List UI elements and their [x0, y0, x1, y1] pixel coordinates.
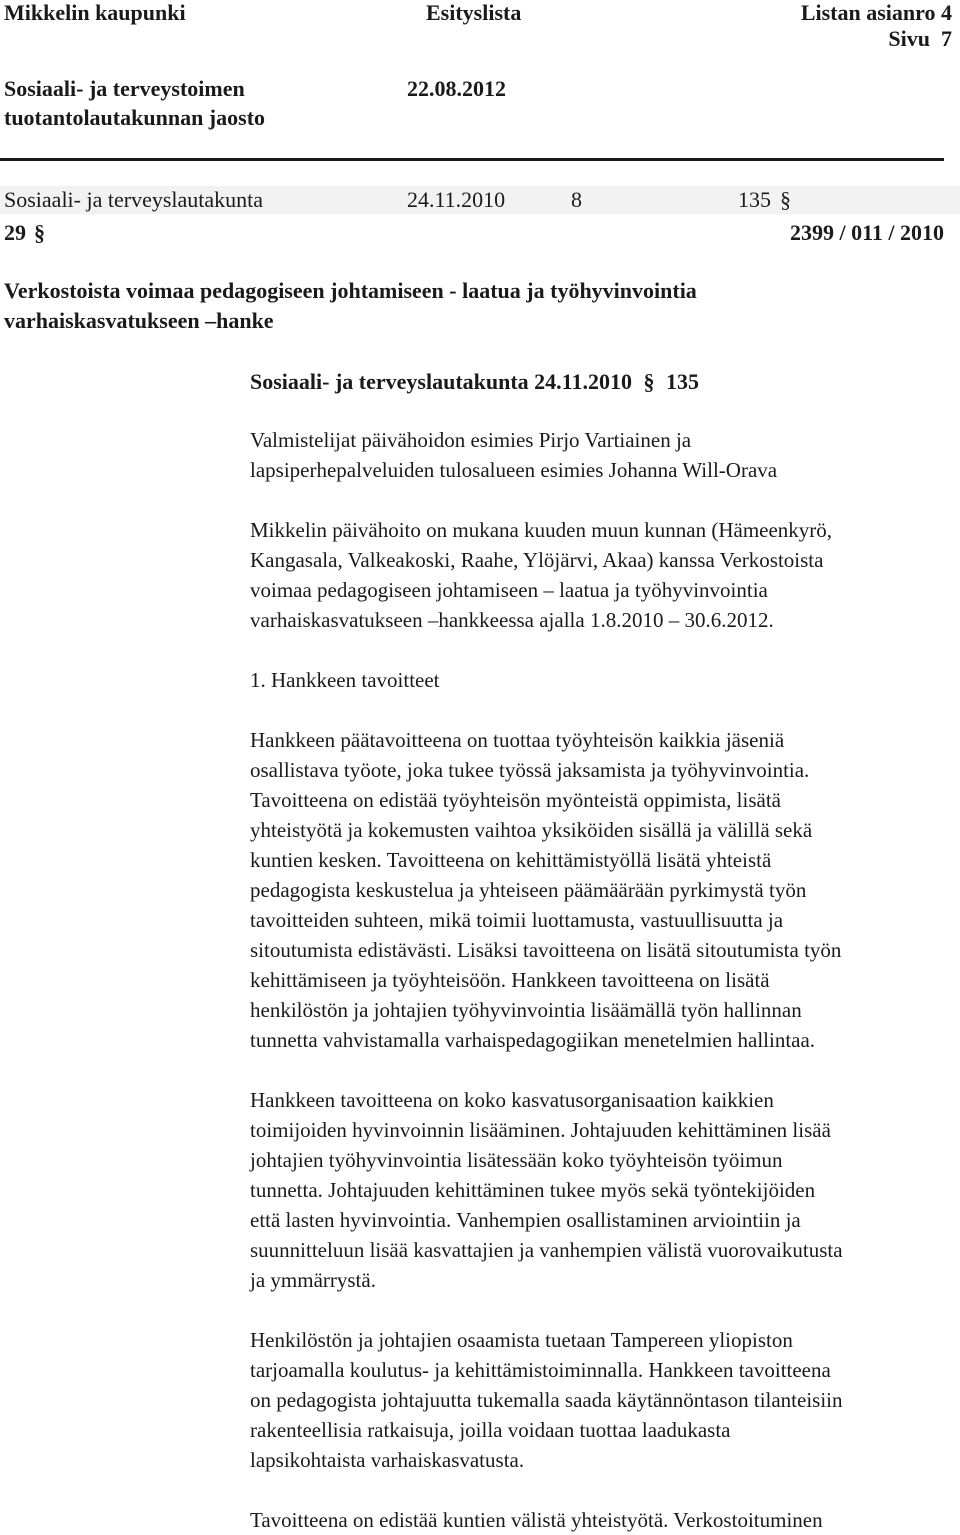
- reference-number: 8: [571, 187, 582, 212]
- meeting-date: 22.08.2012: [407, 76, 506, 101]
- body-name-line1: Sosiaali- ja terveystoimen: [4, 76, 245, 101]
- body-paragraph-cooperation: Tavoitteena on edistää kuntien välistä yhteistyötä. Verkostoituminen: [250, 1508, 823, 1532]
- item-section-symbol: §: [34, 220, 45, 245]
- committee-line-text: Sosiaali- ja terveyslautakunta 24.11.2010: [250, 369, 632, 394]
- body-name-line2: tuotantolautakunnan jaosto: [4, 105, 266, 130]
- header-divider: [0, 158, 944, 161]
- section-symbol: §: [780, 187, 791, 212]
- agenda-item-number: Listan asianro 4: [800, 0, 952, 25]
- committee-paragraph: 135: [665, 369, 699, 394]
- item-title: Verkostoista voimaa pedagogiseen johtamiseen - laatua ja työhyvinvointia varhaiskasvatukseen –hanke: [4, 278, 697, 333]
- body-paragraph-goals: Hankkeen päätavoitteena on tuottaa työyhteisön kaikkia jäseniä osallistava työote, joka tukee työssä jaksamista ja työhyvinvointia. Tavoitteena on edistää työyhteisön myönteistä oppimista, lisätä yhteistyötä ja kokemusten vaihtoa yksiköiden sisällä ja välillä sekä kuntien kesken. Tavoitteena on kehittämistyöllä lisätä yhteistä pedagogista keskustelua ja yhteiseen päämäärään pyrkimystä työn tavoitteiden suhteen, mikä toimii luottamusta, vastuullisuutta ja sitoutumista edistävästi. Lisäksi tavoitteena on lisätä sitoutumista työn kehittämiseen ja työyhteisöön. Hankkeen tavoitteena on lisätä henkilöstön ja johtajien työhyvinvointia lisäämällä työn hallinnan tunnetta vahvistamalla varhaispedagogiikan menetelmien hallintaa.: [250, 728, 842, 1052]
- committee-line: [250, 368, 699, 396]
- section-heading-goals: 1. Hankkeen tavoitteet: [250, 668, 440, 692]
- reference-paragraph: 135: [738, 187, 771, 212]
- document-type: Esityslista: [426, 0, 522, 25]
- body-paragraph-preparers: Valmistelijat päivähoidon esimies Pirjo Vartiainen ja lapsiperhepalveluiden tulosalueen esimies Johanna Will-Orava: [250, 428, 778, 482]
- body-paragraph-intro: Mikkelin päivähoito on mukana kuuden muun kunnan (Hämeenkyrö, Kangasala, Valkeakoski, Raahe, Ylöjärvi, Akaa) kanssa Verkostoista voimaa pedagogiseen johtamiseen – laatua ja työhyvinvointia varhaiskasvatukseen –hankkeessa ajalla 1.8.2010 – 30.6.2012.: [250, 518, 833, 632]
- item-number: 29: [4, 220, 26, 245]
- committee-section-symbol: §: [643, 369, 655, 394]
- reference-date: 24.11.2010: [407, 187, 506, 212]
- body-paragraph-wellbeing: Hankkeen tavoitteena on koko kasvatusorganisaation kaikkien toimijoiden hyvinvoinnin lisääminen. Johtajuuden kehittäminen lisää johtajien työhyvinvointia lisätessään koko työyhteisön työimun tunnetta. Johtajuuden kehittäminen tukee myös sekä työntekijöiden että lasten hyvinvointia. Vanhempien osallistaminen arviointiin ja suunnitteluun lisää kasvattajien ja vanhempien välistä vuorovaikutusta ja ymmärrystä.: [250, 1088, 843, 1292]
- reference-board: Sosiaali- ja terveyslautakunta: [4, 187, 264, 212]
- organization-name: Mikkelin kaupunki: [4, 0, 186, 25]
- body-paragraph-training: Henkilöstön ja johtajien osaamista tuetaan Tampereen yliopiston tarjoamalla koulutus- ja kehittämistoiminnalla. Hankkeen tavoitteena on pedagogista johtajuutta tukemalla saada käytännöntason tilanteisiin rakenteellisia ratkaisuja, joilla voidaan tuottaa laadukasta lapsikohtaista varhaiskasvatusta.: [250, 1328, 843, 1472]
- page-number: Sivu 7: [888, 26, 952, 51]
- record-number: 2399 / 011 / 2010: [789, 220, 944, 245]
